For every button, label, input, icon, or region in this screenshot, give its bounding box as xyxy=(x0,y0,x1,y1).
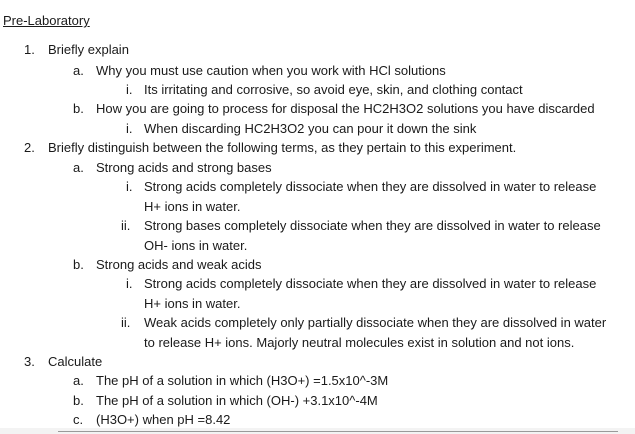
list-marker: a. xyxy=(73,160,84,175)
answer-text: Strong acids completely dissociate when they are dissolved in water to release xyxy=(144,276,597,291)
list-marker: i. xyxy=(126,276,133,291)
list-marker: c. xyxy=(73,412,84,427)
question-text: Briefly explain xyxy=(48,42,129,57)
list-number: 1. xyxy=(24,42,35,57)
answer-text: Weak acids completely only partially dissociate when they are dissolved in water xyxy=(144,315,607,330)
answer-text: to release H+ ions. Majorly neutral molecules exist in solution and not ions. xyxy=(144,335,575,350)
bottom-divider xyxy=(58,431,618,432)
list-marker: ii. xyxy=(121,315,131,330)
subquestion-text: Strong acids and strong bases xyxy=(96,160,272,175)
pre-lab-heading: Pre-Laboratory xyxy=(3,13,90,28)
subquestion-text: (H3O+) when pH =8.42 xyxy=(96,412,231,427)
answer-text: When discarding HC2H3O2 you can pour it down the sink xyxy=(144,121,477,136)
question-text: Calculate xyxy=(48,354,103,369)
answer-text: H+ ions in water. xyxy=(144,199,241,214)
answer-text: Strong bases completely dissociate when they are dissolved in water to release xyxy=(144,218,601,233)
list-number: 2. xyxy=(24,140,35,155)
list-marker: a. xyxy=(73,373,84,388)
answer-text: OH- ions in water. xyxy=(144,238,248,253)
list-marker: b. xyxy=(73,101,84,116)
subquestion-text: Why you must use caution when you work with HCl solutions xyxy=(96,63,446,78)
subquestion-text: Strong acids and weak acids xyxy=(96,257,262,272)
list-marker: b. xyxy=(73,393,84,408)
question-text: Briefly distinguish between the following terms, as they pertain to this experiment. xyxy=(48,140,517,155)
list-marker: a. xyxy=(73,63,84,78)
answer-text: H+ ions in water. xyxy=(144,296,241,311)
list-marker: i. xyxy=(126,82,133,97)
list-marker: i. xyxy=(126,179,133,194)
list-marker: i. xyxy=(126,121,133,136)
subquestion-text: The pH of a solution in which (OH-) +3.1x10^-4M xyxy=(96,393,378,408)
list-marker: ii. xyxy=(121,218,131,233)
list-number: 3. xyxy=(24,354,35,369)
answer-text: Its irritating and corrosive, so avoid eye, skin, and clothing contact xyxy=(144,82,523,97)
subquestion-text: The pH of a solution in which (H3O+) =1.5x10^-3M xyxy=(96,373,389,388)
subquestion-text: How you are going to process for disposal the HC2H3O2 solutions you have discarded xyxy=(96,101,595,116)
answer-text: Strong acids completely dissociate when they are dissolved in water to release xyxy=(144,179,597,194)
list-marker: b. xyxy=(73,257,84,272)
